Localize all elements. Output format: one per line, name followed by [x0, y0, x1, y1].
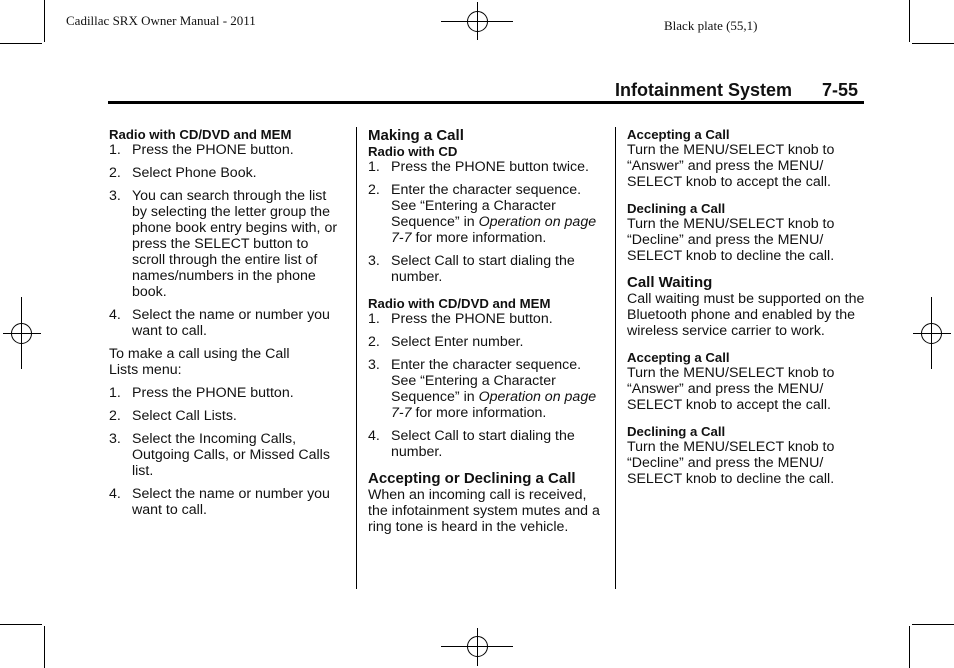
step-text: Press the PHONE button.	[132, 385, 294, 401]
header-rule	[108, 101, 864, 104]
step-number: 3.	[109, 431, 121, 447]
step-number: 4.	[368, 428, 380, 444]
step-number: 3.	[368, 357, 380, 373]
step-text: Enter the character sequence. See “Entering a Character Sequence” in	[391, 182, 582, 230]
list-item	[368, 253, 603, 285]
paragraph: Turn the MENU/SELECT knob to “Answer” and press the MENU/ SELECT knob to accept the call.	[627, 142, 835, 190]
column-2	[368, 127, 603, 542]
crop-mark	[0, 43, 42, 44]
step-number: 4.	[109, 307, 121, 323]
step-text: Select Enter number.	[391, 334, 524, 350]
column-divider	[356, 127, 357, 589]
cross-reference-link[interactable]: Operation on page 7-7	[391, 389, 597, 421]
crop-mark	[44, 0, 45, 42]
list-item	[109, 385, 344, 401]
plate-label-left: Cadillac SRX Owner Manual - 2011	[66, 13, 256, 28]
subheading: Radio with CD/DVD and MEM	[109, 127, 292, 142]
list-item	[368, 159, 603, 175]
crop-mark	[0, 624, 42, 625]
step-number: 2.	[109, 165, 121, 181]
list-item	[368, 428, 603, 460]
list-item	[368, 334, 603, 350]
step-number: 2.	[109, 408, 121, 424]
list-item	[368, 182, 603, 246]
step-list	[368, 311, 603, 460]
subheading: Accepting a Call	[627, 127, 730, 142]
list-item	[109, 165, 344, 181]
cross-reference-link[interactable]: Operation on page 7-7	[391, 214, 597, 246]
step-number: 2.	[368, 182, 380, 198]
registration-circle	[467, 11, 488, 32]
step-text: for more information.	[411, 405, 547, 421]
list-item	[109, 486, 344, 518]
step-text: Select Phone Book.	[132, 165, 257, 181]
step-text: Press the PHONE button twice.	[391, 159, 589, 175]
paragraph: Turn the MENU/SELECT knob to “Answer” and press the MENU/ SELECT knob to accept the call.	[627, 365, 835, 413]
subheading: Accepting a Call	[627, 350, 730, 365]
step-list	[109, 142, 344, 339]
step-number: 3.	[109, 188, 121, 204]
crop-mark	[909, 0, 910, 42]
list-item	[368, 311, 603, 327]
step-text: Press the PHONE button.	[391, 311, 553, 327]
heading: Making a Call	[368, 127, 464, 144]
list-item	[109, 431, 344, 479]
step-list	[368, 159, 603, 285]
step-number: 1.	[109, 142, 121, 158]
step-number: 4.	[109, 486, 121, 502]
subheading: Radio with CD	[368, 144, 458, 159]
step-text: You can search through the list by selecting the letter group the phone book entry begins with, or press the SELECT button to scroll through the entire list of names/numbers in the phone book.	[132, 188, 338, 300]
step-text: Select the name or number you want to call.	[132, 307, 330, 339]
crop-mark	[44, 626, 45, 668]
paragraph: Call waiting must be supported on the Bluetooth phone and enabled by the wireless service carrier to work.	[627, 291, 865, 339]
column-divider	[615, 127, 616, 589]
heading: Accepting or Declining a Call	[368, 470, 576, 487]
list-item	[109, 408, 344, 424]
crop-mark	[912, 43, 954, 44]
step-text: for more information.	[411, 230, 547, 246]
section-header	[615, 80, 858, 101]
plate-label-right: Black plate (55,1)	[664, 18, 758, 33]
step-list	[109, 385, 344, 518]
paragraph: When an incoming call is received, the infotainment system mutes and a ring tone is heard in the vehicle.	[368, 487, 600, 535]
list-item	[368, 357, 603, 421]
column-3	[627, 127, 867, 494]
paragraph: Turn the MENU/SELECT knob to “Decline” and press the MENU/ SELECT knob to decline the call.	[627, 439, 835, 487]
step-text: Select Call to start dialing the number.	[391, 428, 575, 460]
column-1	[109, 127, 344, 525]
step-text: Enter the character sequence. See “Entering a Character Sequence” in	[391, 357, 582, 405]
subheading: Declining a Call	[627, 201, 726, 216]
step-text: Select the Incoming Calls, Outgoing Calls, or Missed Calls list.	[132, 431, 330, 479]
step-text: Select Call to start dialing the number.	[391, 253, 575, 285]
step-number: 1.	[368, 159, 380, 175]
step-text: Select Call Lists.	[132, 408, 237, 424]
page-number: 7-55	[822, 80, 859, 100]
step-number: 2.	[368, 334, 380, 350]
step-number: 1.	[368, 311, 380, 327]
list-item	[109, 142, 344, 158]
section-title: Infotainment System	[615, 80, 793, 100]
step-text: Press the PHONE button.	[132, 142, 294, 158]
registration-circle	[467, 636, 488, 657]
registration-circle	[921, 323, 942, 344]
subheading: Radio with CD/DVD and MEM	[368, 296, 551, 311]
subheading: Declining a Call	[627, 424, 726, 439]
paragraph: To make a call using the Call Lists menu:	[109, 346, 290, 378]
heading: Call Waiting	[627, 274, 713, 291]
paragraph: Turn the MENU/SELECT knob to “Decline” and press the MENU/ SELECT knob to decline the call.	[627, 216, 835, 264]
registration-circle	[11, 323, 32, 344]
crop-mark	[909, 626, 910, 668]
crop-mark	[912, 624, 954, 625]
step-text: Select the name or number you want to call.	[132, 486, 330, 518]
list-item	[109, 307, 344, 339]
step-number: 3.	[368, 253, 380, 269]
step-number: 1.	[109, 385, 121, 401]
list-item	[109, 188, 344, 300]
